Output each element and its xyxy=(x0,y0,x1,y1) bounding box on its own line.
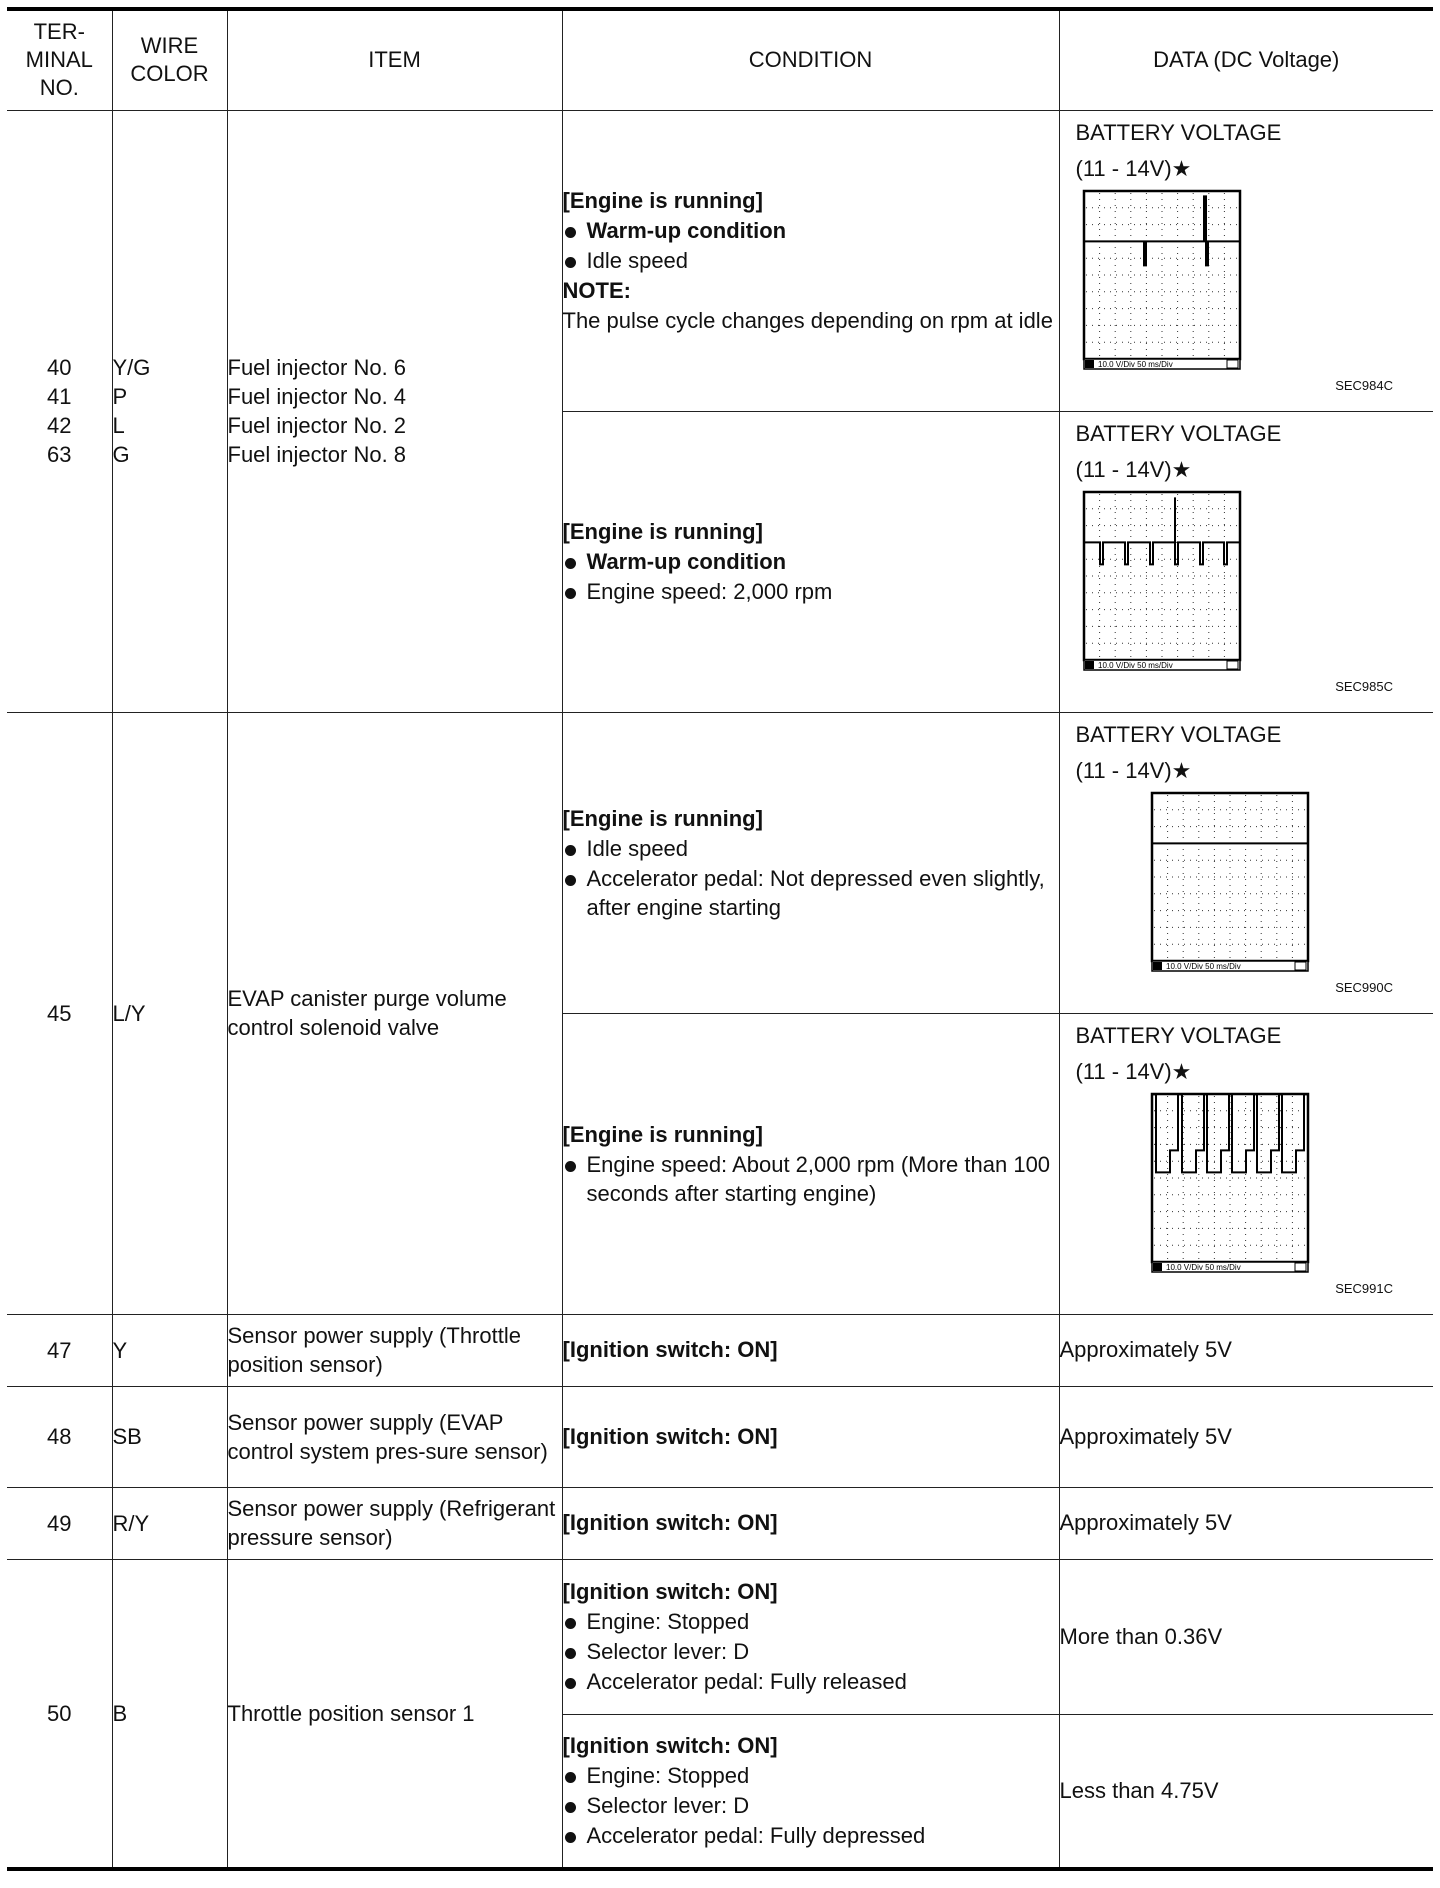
item-text: Fuel injector No. 8 xyxy=(227,442,407,467)
data-value: Approximately 5V xyxy=(1059,1386,1433,1487)
data-cell xyxy=(1059,712,1433,1013)
header-terminal xyxy=(7,9,112,110)
condition-cell xyxy=(562,1714,1059,1869)
terminal-table xyxy=(7,7,1433,1871)
terminal-no: 50 xyxy=(7,1559,112,1869)
data-cell xyxy=(1059,411,1433,712)
terminal-no: 45 xyxy=(7,712,112,1314)
condition-header: [Ignition switch: ON] xyxy=(562,1487,1059,1559)
wire-color: B xyxy=(112,1559,227,1869)
condition-header: [Engine is running] xyxy=(562,1121,763,1147)
condition-bullet: Selector lever: D xyxy=(563,1637,1059,1667)
terminal-no: 63 xyxy=(47,442,72,467)
bv-line2: (11 - 14V)★ xyxy=(1075,456,1192,482)
condition-header: [Ignition switch: ON] xyxy=(562,1732,778,1758)
condition-header: [Ignition switch: ON] xyxy=(562,1386,1059,1487)
header-terminal-l2: MINAL xyxy=(25,47,93,73)
table-row xyxy=(7,110,1433,411)
figure-code: SEC985C xyxy=(1335,678,1393,694)
bv-line1: BATTERY VOLTAGE xyxy=(1075,721,1282,747)
injector-terminals xyxy=(7,110,112,712)
injector-wires xyxy=(112,110,227,712)
table-row xyxy=(7,1487,1433,1559)
battery-voltage-label xyxy=(1076,1018,1282,1090)
table-row xyxy=(7,712,1433,1013)
condition-cell xyxy=(562,110,1059,411)
condition-header: [Ignition switch: ON] xyxy=(562,1314,1059,1386)
condition-bullet: Accelerator pedal: Fully depressed xyxy=(563,1821,1059,1851)
scope-screen xyxy=(1150,791,1310,973)
condition-bullet: Engine speed: 2,000 rpm xyxy=(563,577,1059,607)
waveform-block xyxy=(1060,1014,1434,1314)
waveform-block xyxy=(1060,111,1434,411)
data-value: Approximately 5V xyxy=(1059,1314,1433,1386)
bv-line1: BATTERY VOLTAGE xyxy=(1075,1022,1282,1048)
item-text: Fuel injector No. 2 xyxy=(227,413,407,438)
waveform-block xyxy=(1060,412,1434,712)
wire-color: G xyxy=(112,442,130,467)
condition-header: [Engine is running] xyxy=(562,518,763,544)
table-row xyxy=(7,1559,1433,1714)
terminal-no: 48 xyxy=(7,1386,112,1487)
data-value: More than 0.36V xyxy=(1059,1559,1433,1714)
condition-cell xyxy=(562,1559,1059,1714)
wire-color: R/Y xyxy=(112,1487,227,1559)
data-cell xyxy=(1059,110,1433,411)
figure-code: SEC991C xyxy=(1335,1280,1393,1296)
wire-color: L/Y xyxy=(112,712,227,1314)
header-wire xyxy=(112,9,227,110)
bv-line2: (11 - 14V)★ xyxy=(1075,1058,1192,1084)
table-row xyxy=(7,1386,1433,1487)
item-text: Sensor power supply (EVAP control system pres-sure sensor) xyxy=(227,1386,562,1487)
scope-screen xyxy=(1150,1092,1310,1274)
battery-voltage-label xyxy=(1076,416,1282,488)
condition-bullet: Selector lever: D xyxy=(563,1791,1059,1821)
condition-cell xyxy=(562,411,1059,712)
figure-code: SEC984C xyxy=(1335,377,1393,393)
condition-cell xyxy=(562,712,1059,1013)
data-cell xyxy=(1059,1013,1433,1314)
terminal-no: 49 xyxy=(7,1487,112,1559)
wire-color: L xyxy=(112,413,125,438)
battery-voltage-label xyxy=(1076,717,1282,789)
note-text: The pulse cycle changes depending on rpm at idle xyxy=(562,308,1053,333)
scope-screen xyxy=(1082,189,1242,371)
terminal-no: 41 xyxy=(47,384,72,409)
header-wire-l1: WIRE xyxy=(140,33,199,59)
note-label: NOTE: xyxy=(562,278,631,303)
oscilloscope-trace xyxy=(1082,490,1242,672)
header-row xyxy=(7,9,1433,110)
bv-line2: (11 - 14V)★ xyxy=(1075,757,1192,783)
waveform-block xyxy=(1060,713,1434,1013)
condition-bullet: Warm-up condition xyxy=(563,547,1059,577)
condition-bullet: Accelerator pedal: Not depressed even slightly, after engine starting xyxy=(563,864,1059,922)
condition-bullet: Engine: Stopped xyxy=(563,1761,1059,1791)
scope-scale-label: 10.0 V/Div 50 ms/Div xyxy=(1097,660,1173,670)
item-text: Sensor power supply (Refrigerant pressure sensor) xyxy=(227,1487,562,1559)
oscilloscope-trace xyxy=(1150,791,1310,973)
item-text: EVAP canister purge volume control solenoid valve xyxy=(227,712,562,1314)
wire-color: SB xyxy=(112,1386,227,1487)
condition-bullet: Engine: Stopped xyxy=(563,1607,1059,1637)
bv-line1: BATTERY VOLTAGE xyxy=(1075,420,1282,446)
scope-scale-label: 10.0 V/Div 50 ms/Div xyxy=(1165,961,1241,971)
injector-items xyxy=(227,110,562,712)
item-text: Sensor power supply (Throttle position sensor) xyxy=(227,1314,562,1386)
battery-voltage-label xyxy=(1076,115,1282,187)
condition-cell xyxy=(562,1013,1059,1314)
condition-header: [Engine is running] xyxy=(562,188,763,213)
data-value: Less than 4.75V xyxy=(1059,1714,1433,1869)
oscilloscope-trace xyxy=(1150,1092,1310,1274)
wire-color: P xyxy=(112,384,128,409)
bv-line1: BATTERY VOLTAGE xyxy=(1075,119,1282,145)
header-condition: CONDITION xyxy=(562,9,1059,110)
condition-header: [Ignition switch: ON] xyxy=(562,1578,778,1604)
terminal-no: 47 xyxy=(7,1314,112,1386)
condition-bullet: Engine speed: About 2,000 rpm (More than 100 seconds after starting engine) xyxy=(563,1150,1059,1208)
table-row xyxy=(7,1314,1433,1386)
scope-scale-label: 10.0 V/Div 50 ms/Div xyxy=(1165,1262,1241,1272)
condition-header: [Engine is running] xyxy=(562,805,763,831)
header-terminal-l1: TER- xyxy=(33,19,85,45)
item-text: Throttle position sensor 1 xyxy=(227,1559,562,1869)
scope-scale-label: 10.0 V/Div 50 ms/Div xyxy=(1097,359,1173,369)
data-value: Approximately 5V xyxy=(1059,1487,1433,1559)
bv-line2: (11 - 14V)★ xyxy=(1075,155,1192,181)
figure-code: SEC990C xyxy=(1335,979,1393,995)
oscilloscope-trace xyxy=(1082,189,1242,371)
item-text: Fuel injector No. 4 xyxy=(227,384,407,409)
condition-bullet: Accelerator pedal: Fully released xyxy=(563,1667,1059,1697)
scope-screen xyxy=(1082,490,1242,672)
header-wire-l2: COLOR xyxy=(130,61,209,87)
condition-bullet: Warm-up condition xyxy=(563,216,1059,246)
item-text: Fuel injector No. 6 xyxy=(227,355,407,380)
terminal-no: 42 xyxy=(47,413,72,438)
wire-color: Y/G xyxy=(112,355,151,380)
condition-bullet: Idle speed xyxy=(563,246,1059,276)
condition-bullet: Idle speed xyxy=(563,834,1059,864)
header-terminal-l3: NO. xyxy=(39,75,79,101)
wire-color: Y xyxy=(112,1314,227,1386)
header-data: DATA (DC Voltage) xyxy=(1059,9,1433,110)
terminal-no: 40 xyxy=(47,355,72,380)
header-item: ITEM xyxy=(227,9,562,110)
